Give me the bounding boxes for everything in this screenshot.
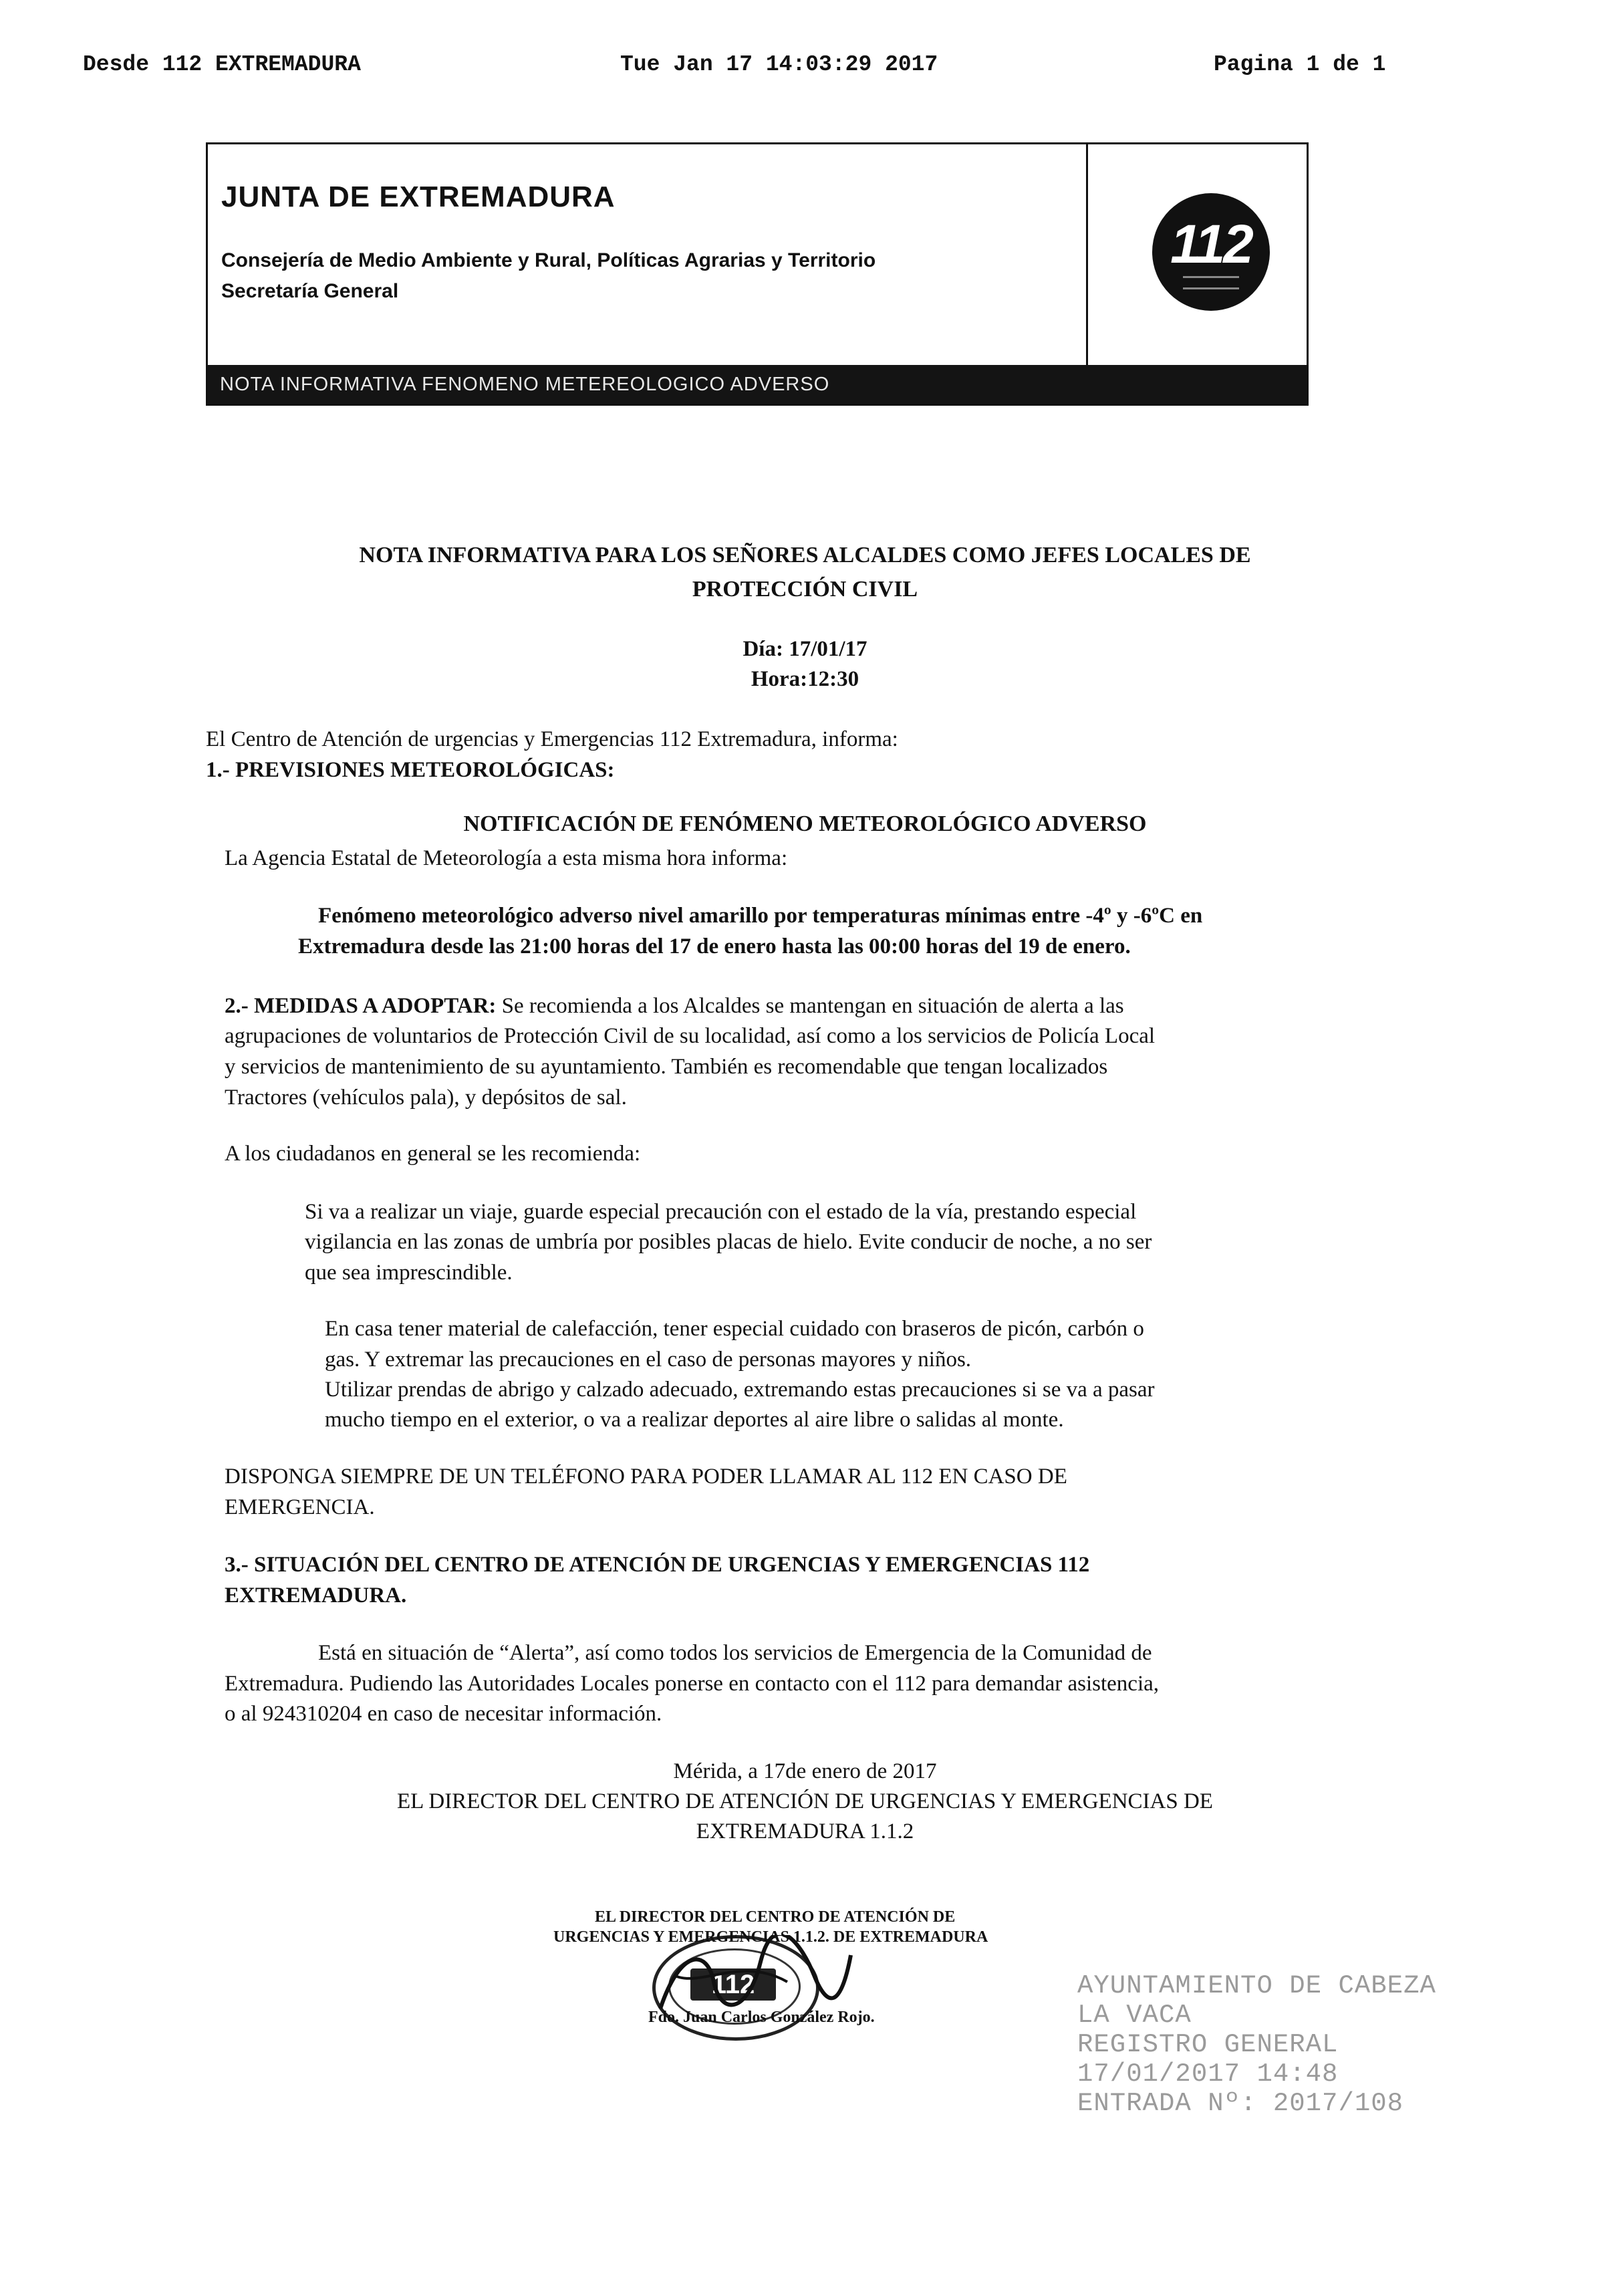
warning-line2: Extremadura desde las 21:00 horas del 17 de enero hasta las 00:00 horas del 19 de enero. [298, 934, 1131, 959]
section3-text-line3: o al 924310204 en caso de necesitar información. [225, 1702, 662, 1726]
section3-text-line1: Está en situación de “Alerta”, así como todos los servicios de Emergencia de la Comunidad de [318, 1641, 1152, 1665]
travel-advice-line3: que sea imprescindible. [305, 1261, 513, 1285]
letterhead-title: JUNTA DE EXTREMADURA [221, 180, 616, 213]
letterhead [206, 142, 1309, 406]
travel-advice-line1: Si va a realizar un viaje, guarde especial precaución con el estado de la vía, prestando especial [305, 1200, 1137, 1224]
section2-text-line2: agrupaciones de voluntarios de Protección Civil de su localidad, así como a los servicios de Policía Local [225, 1024, 1156, 1048]
seal-112-logo: 112 [690, 1968, 776, 2001]
registry-stamp-line1: AYUNTAMIENTO DE CABEZA [1077, 1971, 1436, 2001]
travel-advice-line2: vigilancia en las zonas de umbría por posibles placas de hielo. Evite conducir de noche, a no ser [305, 1230, 1152, 1254]
section2-text-line1: Se recomienda a los Alcaldes se mantengan en situación de alerta a las [501, 994, 1124, 1018]
logo-112-icon [1152, 193, 1270, 311]
intro-text: El Centro de Atención de urgencias y Emergencias 112 Extremadura, informa: [206, 727, 898, 751]
citizens-intro: A los ciudadanos en general se les recomienda: [225, 1142, 641, 1166]
section1-title: 1.- PREVISIONES METEOROLÓGICAS: [206, 758, 615, 782]
registry-stamp-line3: REGISTRO GENERAL [1077, 2030, 1339, 2059]
home-advice-line1: En casa tener material de calefacción, tener especial cuidado con braseros de picón, carbón o [325, 1317, 1144, 1341]
seal-text-line2: URGENCIAS Y EMERGENCIAS 1.1.2. DE EXTREMADURA [553, 1928, 988, 1946]
fax-timestamp: Tue Jan 17 14:03:29 2017 [620, 52, 938, 77]
section2-text-line3: y servicios de mantenimiento de su ayuntamiento. También es recomendable que tengan localizados [225, 1055, 1108, 1079]
section3-title-line2: EXTREMADURA. [225, 1583, 407, 1608]
document-date: Día: 17/01/17 [743, 637, 867, 661]
agency-text: La Agencia Estatal de Meteorología a esta misma hora informa: [225, 846, 788, 870]
section3-text-line2: Extremadura. Pudiendo las Autoridades Locales ponerse en contacto con el 112 para demandar asistencia, [225, 1672, 1160, 1696]
handwritten-signature-icon [654, 1935, 854, 2029]
letterhead-banner: NOTA INFORMATIVA FENOMENO METEREOLOGICO ADVERSO [208, 365, 1307, 404]
fax-header [0, 52, 1610, 86]
document-time: Hora:12:30 [751, 667, 859, 691]
letterhead-department: Secretaría General [221, 280, 399, 302]
registry-stamp-line2: LA VACA [1077, 2001, 1192, 2030]
section3-title-line1: 3.- SITUACIÓN DEL CENTRO DE ATENCIÓN DE URGENCIAS Y EMERGENCIAS 112 [225, 1553, 1090, 1577]
logo-112-text: 112 [1170, 214, 1252, 275]
document-heading-line1: NOTA INFORMATIVA PARA LOS SEÑORES ALCALDES COMO JEFES LOCALES DE [359, 543, 1251, 567]
phone-warning-line1: DISPONGA SIEMPRE DE UN TELÉFONO PARA PODER LLAMAR AL 112 EN CASO DE [225, 1464, 1067, 1489]
phone-warning-line2: EMERGENCIA. [225, 1495, 375, 1519]
letterhead-text-cell [208, 144, 1088, 365]
signer-line2: EXTREMADURA 1.1.2 [696, 1819, 914, 1843]
fax-sender: Desde 112 EXTREMADURA [83, 52, 361, 77]
seal-text-line1: EL DIRECTOR DEL CENTRO DE ATENCIÓN DE [595, 1908, 956, 1926]
home-advice-line4: mucho tiempo en el exterior, o va a realizar deportes al aire libre o salidas al monte. [325, 1408, 1064, 1432]
warning-line1: Fenómeno meteorológico adverso nivel amarillo por temperaturas mínimas entre -4º y -6ºC en [318, 904, 1203, 928]
fax-page-number: Pagina 1 de 1 [1214, 52, 1386, 77]
official-seal [553, 1908, 1121, 2042]
logo-lines-icon [1183, 276, 1239, 289]
section2-text-line4: Tractores (vehículos pala), y depósitos de sal. [225, 1086, 627, 1110]
place-and-date: Mérida, a 17de enero de 2017 [673, 1759, 937, 1783]
seal-signatory-name: Fdo. Juan Carlos González Rojo. [648, 2009, 875, 2026]
signer-line1: EL DIRECTOR DEL CENTRO DE ATENCIÓN DE URGENCIAS Y EMERGENCIAS DE [397, 1789, 1213, 1813]
section2-first-line [225, 994, 1124, 1019]
document-heading-line2: PROTECCIÓN CIVIL [692, 577, 918, 602]
notice-title: NOTIFICACIÓN DE FENÓMENO METEOROLÓGICO ADVERSO [463, 811, 1147, 836]
home-advice-line2: gas. Y extremar las precauciones en el caso de personas mayores y niños. [325, 1348, 972, 1372]
section2-title: 2.- MEDIDAS A ADOPTAR: [225, 994, 497, 1018]
registry-stamp-line4: 17/01/2017 14:48 [1077, 2059, 1339, 2089]
letterhead-subtitle: Consejería de Medio Ambiente y Rural, Políticas Agrarias y Territorio [221, 249, 876, 271]
home-advice-line3: Utilizar prendas de abrigo y calzado adecuado, extremando estas precauciones si se va a pasar [325, 1378, 1155, 1402]
registry-stamp-line5: ENTRADA Nº: 2017/108 [1077, 2089, 1404, 2118]
